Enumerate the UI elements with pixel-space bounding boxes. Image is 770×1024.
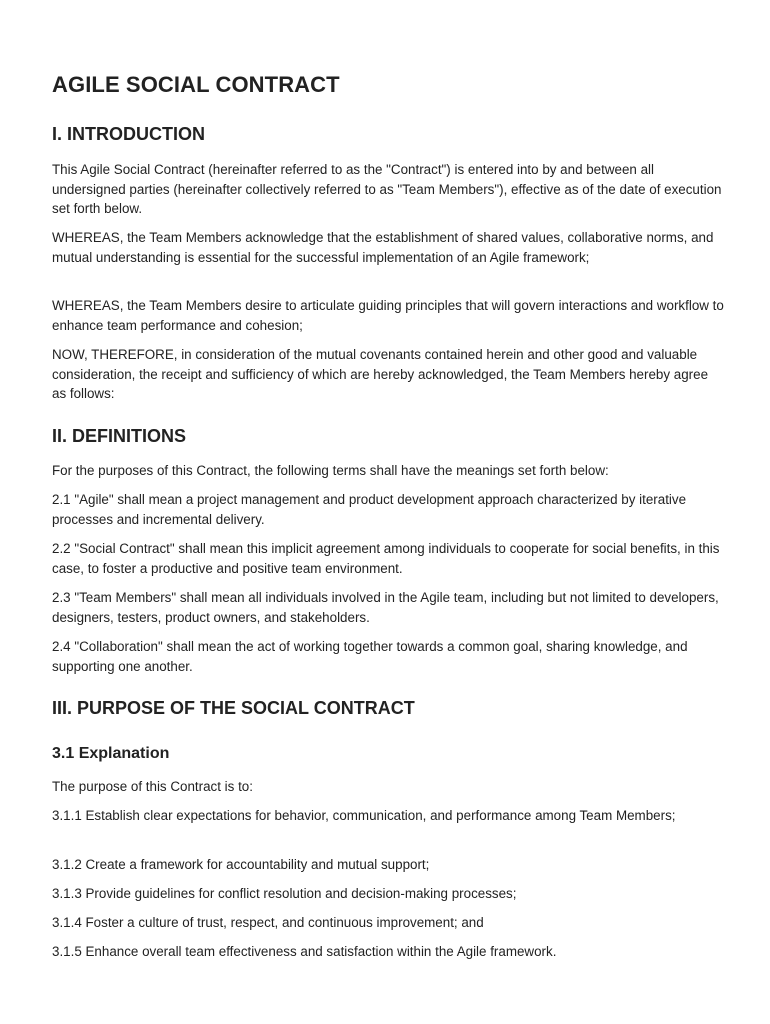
purpose-item-3-1-3: 3.1.3 Provide guidelines for conflict resolution and decision-making processes; [52, 886, 517, 901]
intro-paragraph-4: NOW, THEREFORE, in consideration of the mutual covenants contained herein and other good and valuable consideration, the receipt and sufficiency of which are hereby acknowledged, the Team Members hereby agree as follows: [52, 347, 709, 401]
purpose-item-3-1-2: 3.1.2 Create a framework for accountability and mutual support; [52, 857, 430, 872]
intro-paragraph-2: WHEREAS, the Team Members acknowledge that the establishment of shared values, collaborative norms, and mutual understanding is essential for the successful implementation of an Agile framework; [52, 230, 714, 265]
section-heading-purpose: III. PURPOSE OF THE SOCIAL CONTRACT [52, 698, 415, 718]
intro-paragraph-3: WHEREAS, the Team Members desire to articulate guiding principles that will govern interactions and workflow to enhance team performance and cohesion; [52, 298, 724, 333]
definition-2-1: 2.1 "Agile" shall mean a project management and product development approach characterized by iterative processes and incremental delivery. [52, 492, 687, 527]
definitions-intro: For the purposes of this Contract, the following terms shall have the meanings set forth below: [52, 463, 609, 478]
definition-2-4: 2.4 "Collaboration" shall mean the act of working together towards a common goal, sharing knowledge, and supporting one another. [52, 639, 688, 674]
intro-paragraph-1: This Agile Social Contract (hereinafter referred to as the "Contract") is entered into by and between all undersigned parties (hereinafter collectively referred to as "Team Members"), effective as of the date of execution set forth below. [52, 162, 722, 216]
definition-2-3: 2.3 "Team Members" shall mean all individuals involved in the Agile team, including but not limited to developers, designers, testers, product owners, and stakeholders. [52, 590, 719, 625]
section-heading-introduction: I. INTRODUCTION [52, 124, 205, 144]
purpose-item-3-1-1: 3.1.1 Establish clear expectations for behavior, communication, and performance among Team Members; [52, 808, 676, 823]
purpose-item-3-1-4: 3.1.4 Foster a culture of trust, respect, and continuous improvement; and [52, 915, 484, 930]
document-title: AGILE SOCIAL CONTRACT [52, 72, 340, 97]
section-heading-definitions: II. DEFINITIONS [52, 426, 187, 446]
purpose-item-3-1-5: 3.1.5 Enhance overall team effectiveness and satisfaction within the Agile framework. [52, 944, 557, 959]
definition-2-2: 2.2 "Social Contract" shall mean this implicit agreement among individuals to cooperate for social benefits, in this case, to foster a productive and positive team environment. [52, 541, 720, 576]
subsection-heading-explanation: 3.1 Explanation [52, 745, 170, 762]
purpose-intro: The purpose of this Contract is to: [52, 779, 253, 794]
